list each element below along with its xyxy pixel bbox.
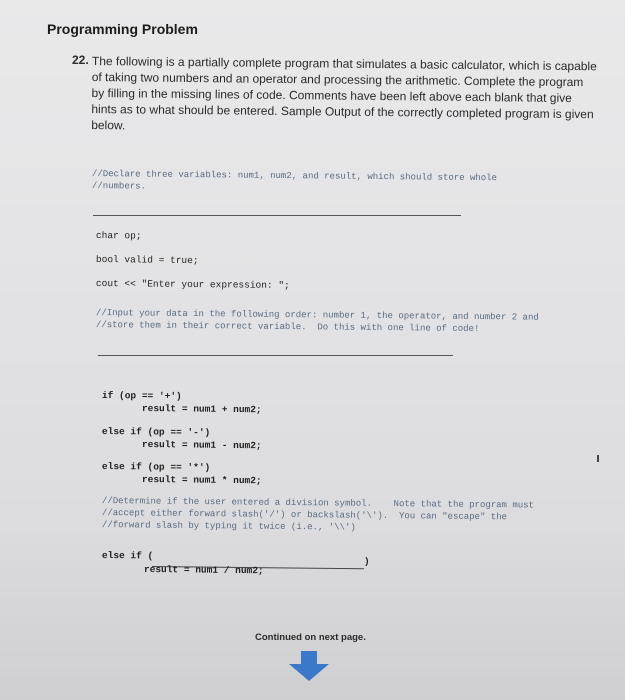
comment-declare-line1: //Declare three variables: num1, num2, and result, which should store whole <box>91 168 498 184</box>
code-cout-prompt: cout << "Enter your expression: "; <box>95 278 290 292</box>
code-result-plus: result = num1 + num2; <box>141 403 262 416</box>
code-elseif-minus: else if (op == '-') <box>101 426 211 439</box>
code-elseif-div-open: else if ( <box>101 550 154 562</box>
code-result-times: result = num1 * num2; <box>141 474 262 487</box>
comment-input-line1: //Input your data in the following order: number 1, the operator, and number 2 and <box>95 307 539 323</box>
blank-declare-variables <box>93 215 461 216</box>
code-elseif-div-close: ) <box>363 556 370 568</box>
code-elseif-times: else if (op == '*') <box>101 461 211 474</box>
continued-note: Continued on next page. <box>255 632 366 643</box>
question-text: The following is a partially complete program that simulates a basic calculator, which is capable of taking two numbers and an operator and processing the arithmetic. Complete the program by filling in the missing lines of code. Comments have been left above each blank that give hints as to what should be entered. Sample Output of the correctly completed program is given below. <box>91 53 597 133</box>
code-char-op: char op; <box>95 230 142 242</box>
code-result-div: result = num1 / num2; <box>143 564 264 577</box>
comment-division-line3: //forward slash by typing it twice (i.e., '\\') <box>101 519 356 533</box>
comment-declare-line2: //numbers. <box>91 180 147 192</box>
comment-division-line2: //accept either forward slash('/') or backslash('\'). You can "escape" the <box>101 507 508 523</box>
comment-division-line1: //Determine if the user entered a division symbol. Note that the program must <box>101 495 535 511</box>
question-number: 22. <box>72 53 89 67</box>
margin-tick-mark <box>597 455 599 462</box>
down-arrow-icon <box>289 651 329 681</box>
comment-input-line2: //store them in their correct variable. Do this with one line of code! <box>95 319 480 335</box>
code-result-minus: result = num1 - num2; <box>141 439 262 452</box>
blank-input-data <box>98 355 453 356</box>
code-bool-valid: bool valid = true; <box>95 254 199 267</box>
code-if-plus: if (op == '+') <box>101 390 182 402</box>
page-heading: Programming Problem <box>47 21 198 37</box>
